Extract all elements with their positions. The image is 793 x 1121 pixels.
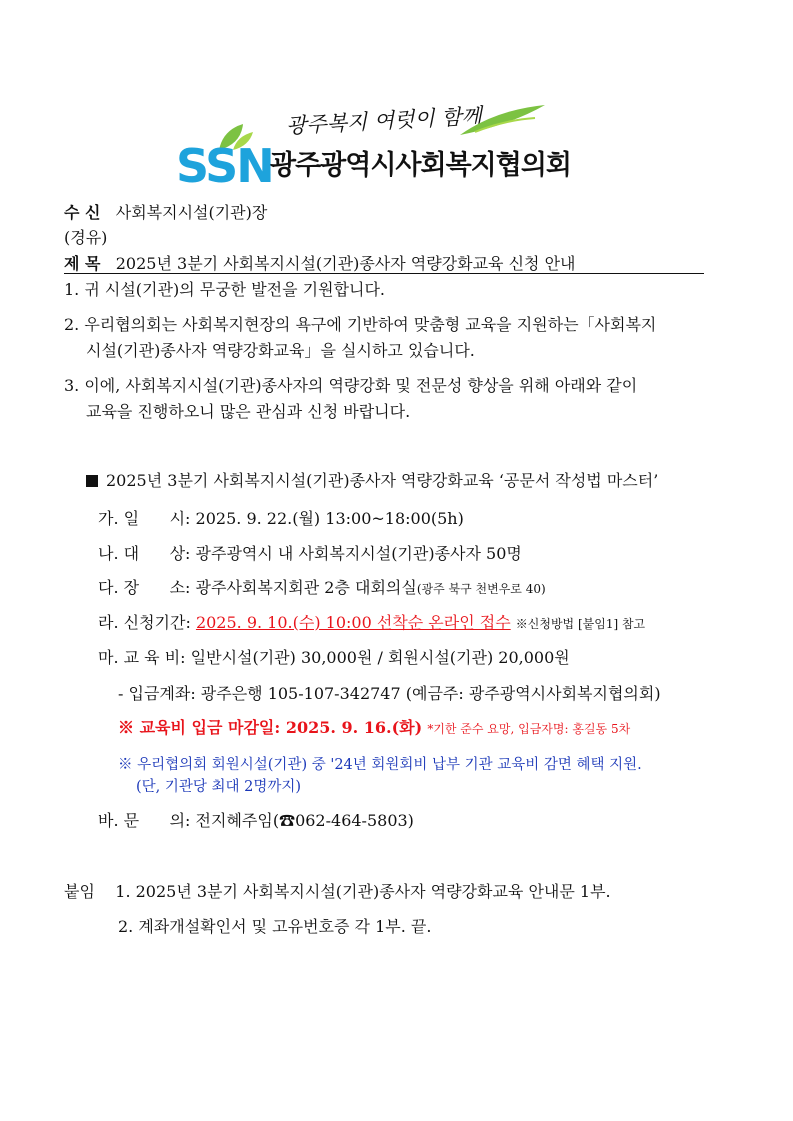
recipient: 사회복지시설(기관)장 bbox=[115, 203, 268, 222]
bullet-square-icon bbox=[86, 475, 98, 487]
attachments-label: 붙임 bbox=[64, 882, 95, 901]
logo-org-name: 광주광역시사회복지협의회 bbox=[270, 150, 571, 181]
date-row bbox=[98, 509, 464, 529]
attachments-row-1 bbox=[64, 882, 611, 902]
paragraph-1: 1. 귀 시설(기관)의 무궁한 발전을 기원합니다. bbox=[64, 280, 386, 299]
fee: 일반시설(기관) 30,000원 / 회원시설(기관) 20,000원 bbox=[190, 648, 570, 667]
date-label: 가. 일 시: bbox=[98, 509, 191, 528]
paragraph-2-line2: 시설(기관)종사자 역량강화교육」을 실시하고 있습니다. bbox=[86, 341, 475, 360]
deadline-note: *기한 준수 요망, 입금자명: 홍길동 5차 bbox=[427, 722, 631, 736]
paragraph-3-line1: 3. 이에, 사회복지시설(기관)종사자의 역량강화 및 전문성 향상을 위해 아래와 같이 bbox=[64, 376, 638, 395]
place-detail: (광주 북구 천변우로 40) bbox=[416, 582, 546, 596]
subject-row bbox=[64, 254, 576, 274]
date: 2025. 9. 22.(월) 13:00~18:00(5h) bbox=[195, 509, 464, 528]
account: - 입금계좌: 광주은행 105-107-342747 (예금주: 광주광역시사회복지협의회) bbox=[118, 684, 661, 703]
paragraph-2-line1: 2. 우리협의회는 사회복지현장의 욕구에 기반하여 맞춤형 교육을 지원하는「사회복지 bbox=[64, 315, 657, 334]
apply-period: 2025. 9. 10.(수) 10:00 선착순 온라인 접수 bbox=[195, 613, 511, 632]
contact-label: 바. 문 의: bbox=[98, 811, 191, 830]
apply-label: 라. 신청기간: bbox=[98, 613, 191, 632]
fee-row bbox=[98, 648, 570, 668]
logo-slogan: 광주복지 여럿이 함께 bbox=[285, 103, 483, 139]
target-row bbox=[98, 544, 522, 564]
subject-underline bbox=[64, 273, 704, 274]
contact-row bbox=[98, 811, 414, 831]
program-title: 2025년 3분기 사회복지시설(기관)종사자 역량강화교육 ‘공문서 작성법 마스터’ bbox=[106, 471, 659, 490]
contact: 전지혜주임(☎062-464-5803) bbox=[195, 811, 414, 830]
attachment-item-1: 1. 2025년 3분기 사회복지시설(기관)종사자 역량강화교육 안내문 1부. bbox=[115, 882, 611, 901]
target: 광주광역시 내 사회복지시설(기관)종사자 50명 bbox=[195, 544, 522, 563]
deadline-row bbox=[118, 718, 630, 739]
subject: 2025년 3분기 사회복지시설(기관)종사자 역량강화교육 신청 안내 bbox=[115, 254, 576, 273]
discount-line1: ※ 우리협의회 회원시설(기관) 중 '24년 회원회비 납부 기관 교육비 감면 혜택 지원. bbox=[118, 757, 642, 773]
discount-line2: (단, 기관당 최대 2명까지) bbox=[136, 779, 302, 795]
attachment-item-2: 2. 계좌개설확인서 및 고유번호증 각 1부. 끝. bbox=[118, 917, 432, 936]
program-title-row bbox=[86, 471, 658, 491]
recipient-label: 수 신 bbox=[64, 203, 101, 222]
place-row bbox=[98, 578, 546, 599]
recipient-row bbox=[64, 203, 267, 223]
apply-row bbox=[98, 613, 645, 634]
paragraph-3-line2: 교육을 진행하오니 많은 관심과 신청 바랍니다. bbox=[86, 402, 411, 421]
fee-label: 마. 교 육 비: bbox=[98, 648, 186, 667]
deadline: ※ 교육비 입금 마감일: 2025. 9. 16.(화) bbox=[118, 718, 423, 737]
place-label: 다. 장 소: bbox=[98, 578, 191, 597]
logo-brand: SSN bbox=[176, 139, 273, 193]
via: (경유) bbox=[64, 228, 108, 247]
place: 광주사회복지회관 2층 대회의실 bbox=[195, 578, 417, 597]
target-label: 나. 대 상: bbox=[98, 544, 191, 563]
slogan-leaf-icon bbox=[455, 100, 550, 140]
subject-label: 제 목 bbox=[64, 254, 101, 273]
apply-note: ※신청방법 [붙임1] 참고 bbox=[515, 617, 646, 631]
